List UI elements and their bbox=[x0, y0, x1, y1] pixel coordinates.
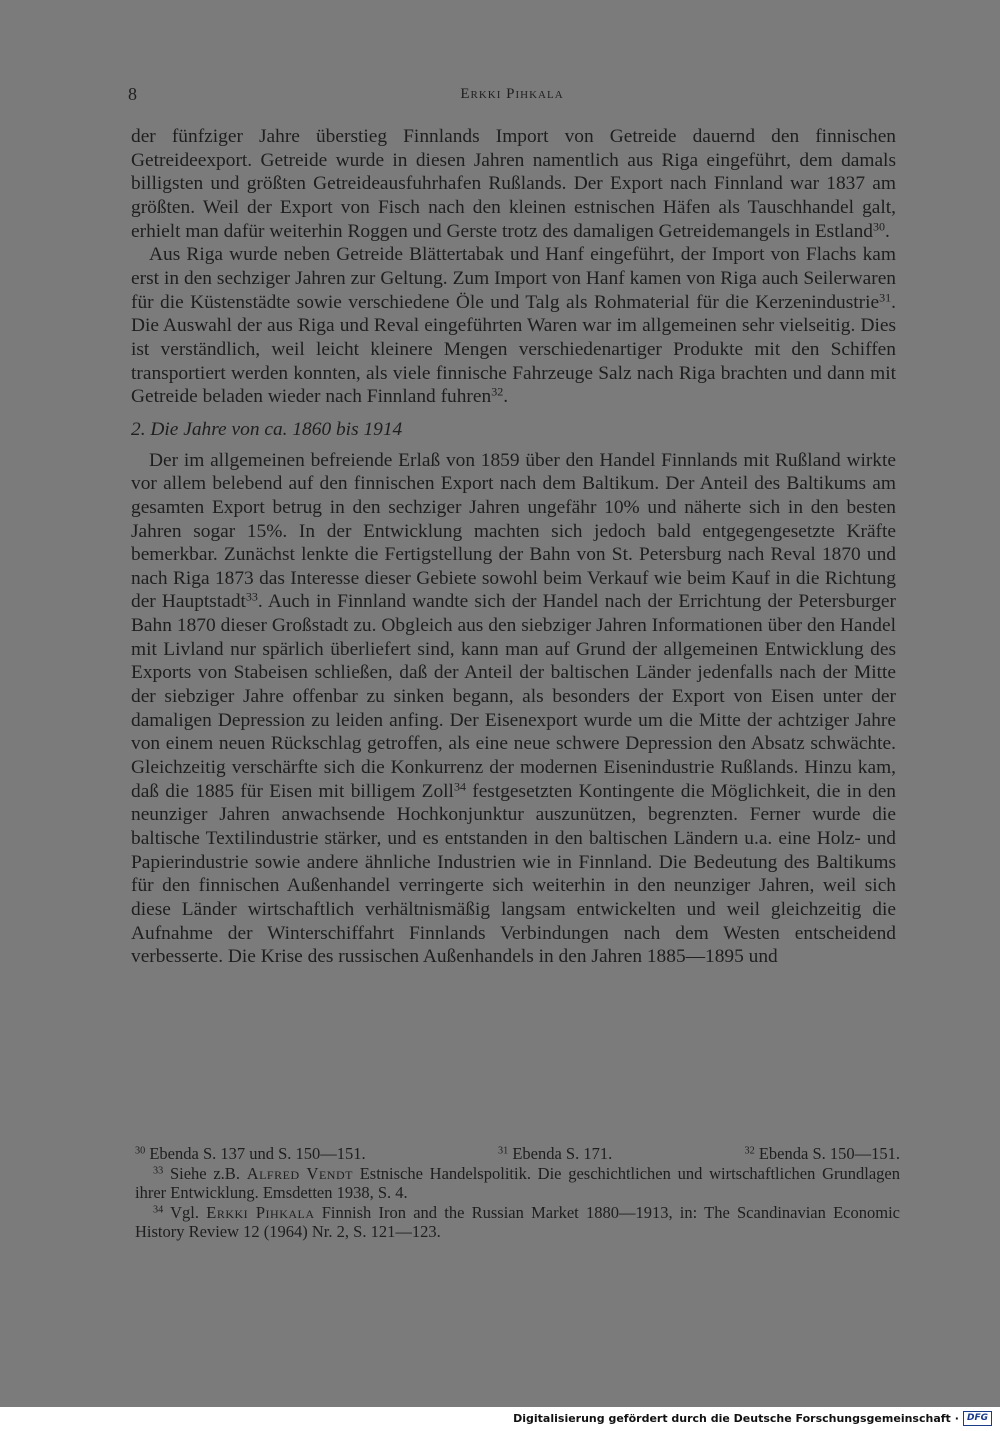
footnote-30 bbox=[135, 1144, 366, 1164]
footnote-31 bbox=[498, 1144, 612, 1164]
credit-separator: · bbox=[954, 1412, 959, 1425]
footnote-ref-30: 30 bbox=[873, 219, 886, 234]
footnote-text: Ebenda S. 150—151. bbox=[758, 1144, 900, 1163]
credit-text: Digitalisierung gefördert durch die Deutsche Forschungsgemeinschaft bbox=[513, 1412, 951, 1425]
text-run: Der im allgemeinen befreiende Erlaß von 1859 über den Handel Finnlands mit Rußland wirkte vor allem belebend auf den finnischen Export nach dem Baltikum. Der Anteil des Baltikums am gesamten Export betrug in den sechziger Jahren ungefähr 10% und näherte sich in den besten Jahren sogar 15%. In der Entwicklung machten sich jedoch bald entgegengesetzte Kräfte bemerkbar. Zunächst lenkte die Fertigstellung der Bahn von St. Petersburg nach Reval 1870 und nach Riga 1873 das Interesse dieser Gebiete sowohl beim Verkauf wie beim Kauf in die Richtung der Hauptstadt bbox=[131, 449, 896, 613]
footnote-author: Alfred Vendt bbox=[246, 1163, 353, 1183]
footnote-number: 34 bbox=[153, 1204, 164, 1216]
footnote-text: Vgl. bbox=[170, 1202, 207, 1222]
footnote-ref-31: 31 bbox=[879, 289, 892, 304]
paragraph-2 bbox=[131, 243, 896, 409]
footnote-author: Erkki Pihkala bbox=[206, 1202, 315, 1222]
footnote-text: Siehe z.B. bbox=[169, 1163, 247, 1183]
footnote-33 bbox=[135, 1164, 900, 1203]
text-run: . bbox=[885, 220, 890, 242]
text-run: Aus Riga wurde neben Getreide Blättertabak und Hanf eingeführt, der Import von Flachs kam erst in den sechziger Jahren zur Geltung. Zum Import von Hanf kamen von Riga auch Seilerwaren für die Küstenstädte sowie verschiedene Öle und Talg als Rohmaterial für die Kerzenindustrie bbox=[131, 244, 896, 313]
footnote-ref-33: 33 bbox=[245, 589, 258, 604]
footnote-number: 31 bbox=[497, 1145, 509, 1157]
footnote-ref-34: 34 bbox=[453, 779, 466, 794]
text-run: . Auch in Finnland wandte sich der Handel nach der Errichtung der Petersburger Bahn 1870 dieser Großstadt zu. Obgleich aus den siebziger Jahren Informationen über den Handel mit Livland nur spärlich überliefert sind, kann man auf Grund der allgemeinen Entwicklung des Exports von Stabeisen schließen, daß der Anteil der baltischen Länder jedenfalls nach der Mitte der siebziger Jahre offenbar zu sinken begann, als besonders der Export von Eisen unter der damaligen Depression zu leiden anfing. Der Eisenexport wurde um die Mitte der achtziger Jahre von einem neuen Rückschlag getroffen, als eine neue schwere Depression den Absatz schwächte. Gleichzeitig verschärfte sich die Konkurrenz der modernen Eisenindustrie Rußlands. Hinzu kam, daß die 1885 für Eisen mit billigem Zoll bbox=[131, 591, 896, 802]
footnote-row bbox=[135, 1144, 900, 1164]
digitization-credit bbox=[513, 1411, 992, 1426]
paragraph-3 bbox=[131, 449, 896, 969]
footnote-34 bbox=[135, 1203, 900, 1242]
body-text bbox=[131, 125, 896, 969]
text-run: . bbox=[503, 386, 509, 408]
footnote-32 bbox=[745, 1144, 901, 1164]
footnote-text: Estnische Handelspolitik. Die geschichtlichen und wirtschaftlichen Grundlagen ihrer Entwicklung. Emsdetten 1938, S. 4. bbox=[135, 1163, 901, 1203]
text-run: festgesetzten Kontingente die Möglichkeit, die in den neunziger Jahren anwachsende Hochkonjunktur auszunützen, begrenzten. Ferner wurde die baltische Textilindustrie stärker, und es entstanden in den baltischen Ländern u.a. eine Holz- und Papierindustrie sowie andere ähnliche Industrien wie in Finnland. Die Bedeutung des Baltikums für den finnischen Außenhandel verringerte sich weiterhin in den neunziger Jahren, weil sich diese Länder wirtschaftlich verhältnismäßig langsam entwickelten und weil gleichzeitig die Aufnahme der Winterschiffahrt Finnlands Verbindungen nach dem Westen entscheidend verbesserte. Die Krise des russischen Außenhandels in den Jahren 1885—1895 und bbox=[131, 780, 896, 968]
page-number: 8 bbox=[128, 84, 137, 104]
footnote-ref-32: 32 bbox=[491, 384, 504, 399]
page-header bbox=[128, 84, 896, 110]
footnotes bbox=[135, 1144, 900, 1242]
paragraph-1 bbox=[131, 125, 896, 243]
text-run: der fünfziger Jahre überstieg Finnlands Import von Getreide dauernd den finnischen Getreideexport. Getreide wurde in diesen Jahren namentlich aus Riga eingeführt, dem damals billigsten und größten Getreideausfuhrhafen Rußlands. Der Export nach Finnland war 1837 am größten. Weil der Export von Fisch nach den kleinen estnischen Häfen als Tauschhandel galt, erhielt man dafür weiterhin Roggen und Gerste trotz des damaligen Getreidemangels in Estland bbox=[131, 126, 896, 242]
running-head: Erkki Pihkala bbox=[460, 86, 564, 102]
footnote-number: 30 bbox=[135, 1145, 146, 1157]
section-heading: 2. Die Jahre von ca. 1860 bis 1914 bbox=[131, 418, 403, 440]
footnote-number: 32 bbox=[744, 1145, 755, 1157]
footnote-text: Ebenda S. 171. bbox=[512, 1144, 613, 1163]
footnote-number: 33 bbox=[153, 1164, 164, 1176]
dfg-logo: DFG bbox=[963, 1411, 992, 1426]
text-run: . Die Auswahl der aus Riga und Reval eingeführten Waren war im allgemeinen sehr vielseitig. Dies ist verständlich, weil leicht kleinere Mengen verschiedenartiger Produkte mit den Schiffen transportiert werden konnten, als viele finnische Fahrzeuge Salz nach Riga brachten und dann mit Getreide beladen wieder nach Finnland fuhren bbox=[131, 291, 896, 408]
footnote-text: Finnish Iron and the Russian Market 1880—1913, in: The Scandinavian Economic History Review 12 (1964) Nr. 2, S. 121—123. bbox=[135, 1202, 900, 1242]
footnote-text: Ebenda S. 137 und S. 150—151. bbox=[149, 1144, 366, 1163]
